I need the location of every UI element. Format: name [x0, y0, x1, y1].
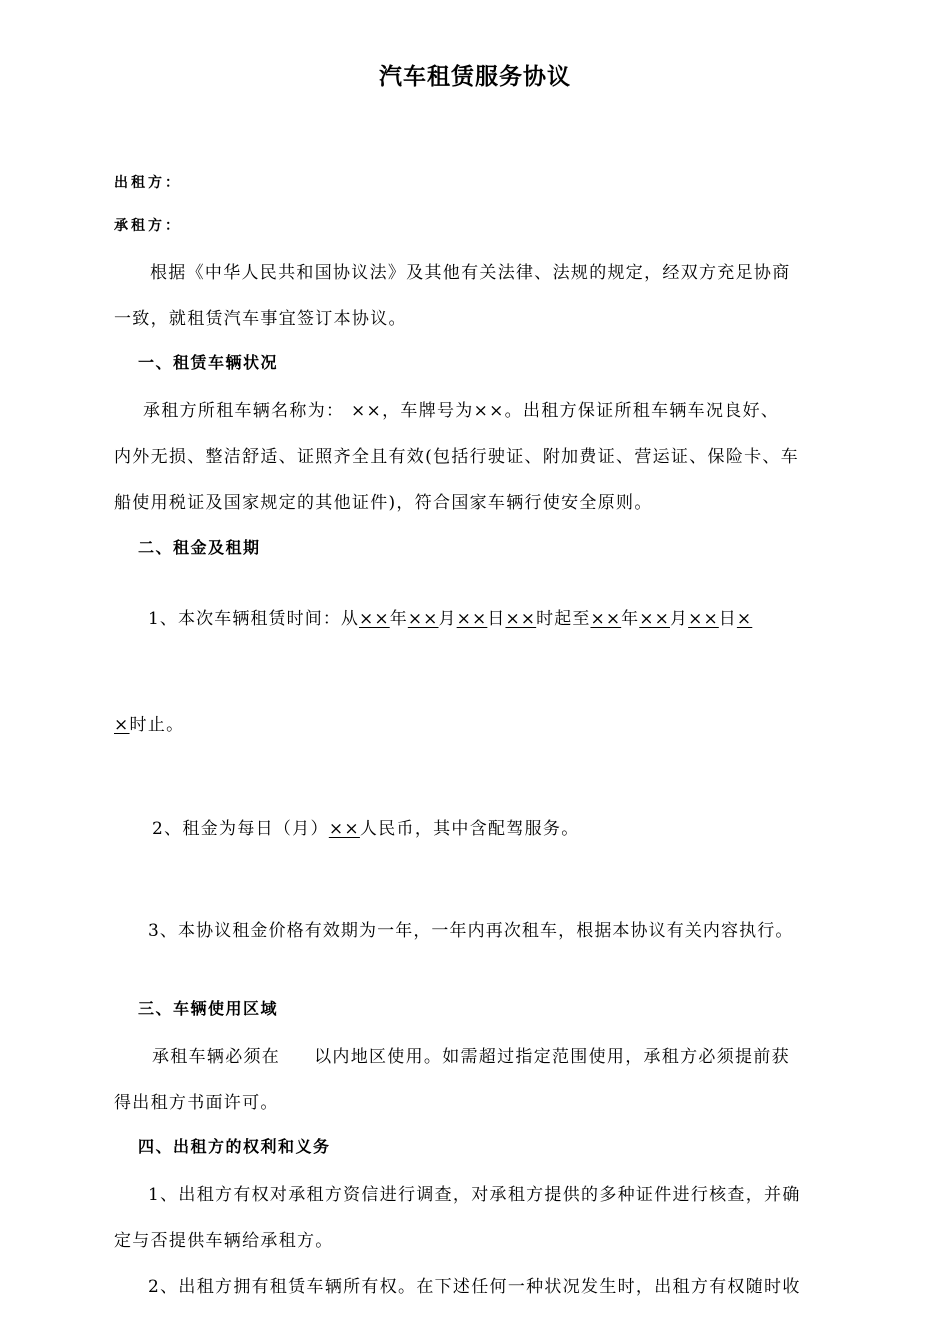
rent-amount-prefix: 2、租金为每日（月）: [152, 819, 329, 839]
section-1-line-2: 内外无损、整洁舒适、证照齐全且有效(包括行驶证、附加费证、营运证、保险卡、车: [114, 447, 800, 467]
start-year-unit: 年: [389, 609, 408, 629]
section-4-heading: 四、出租方的权利和义务: [138, 1137, 331, 1156]
usage-area-suffix: 以内地区使用。如需超过指定范围使用，承租方必须提前获: [314, 1047, 790, 1067]
start-day-value: ××: [456, 609, 488, 629]
start-day-unit: 日: [487, 609, 506, 629]
rental-period-prefix: 1、本次车辆租赁时间：从: [148, 609, 360, 629]
rental-period-line-1: [148, 604, 752, 629]
start-month-value: ××: [407, 609, 439, 629]
end-hour-unit: 时止。: [129, 715, 185, 735]
end-day-unit: 日: [718, 609, 737, 629]
end-month-value: ××: [639, 609, 670, 629]
start-hour-value: ××: [505, 609, 537, 629]
lessee-label: 承租方：: [114, 218, 182, 234]
rent-amount-line: [152, 814, 580, 839]
intro-paragraph-line-2: 一致，就租赁汽车事宜签订本协议。: [114, 309, 407, 329]
end-hour-value-part-2: ×: [114, 715, 130, 735]
section-2-heading: 二、租金及租期: [138, 538, 261, 557]
section-1-heading: 一、租赁车辆状况: [138, 353, 279, 372]
end-hour-value-part-1: ×: [736, 609, 753, 629]
document-title: 汽车租赁服务协议: [379, 64, 571, 90]
end-year-value: ××: [590, 609, 622, 629]
start-month-unit: 月: [438, 609, 457, 629]
section-1-line-3: 船使用税证及国家规定的其他证件)，符合国家车辆行使安全原则。: [114, 493, 653, 513]
section-3-line-2: 得出租方书面许可。: [114, 1093, 279, 1113]
price-validity-line: 3、本协议租金价格有效期为一年，一年内再次租车，根据本协议有关内容执行。: [148, 921, 794, 941]
section-4-item-1-line-1: 1、出租方有权对承租方资信进行调查，对承租方提供的多种证件进行核查，并确: [148, 1185, 801, 1205]
section-1-line-1: 承租方所租车辆名称为： ××，车牌号为××。出租方保证所租车辆车况良好、: [143, 401, 780, 421]
section-4-item-2-line-1: 2、出租方拥有租赁车辆所有权。在下述任何一种状况发生时，出租方有权随时收: [148, 1277, 801, 1297]
usage-area-prefix: 承租车辆必须在: [152, 1047, 281, 1067]
rent-amount-suffix: 人民币，其中含配驾服务。: [359, 819, 580, 839]
intro-paragraph-line-1: 根据《中华人民共和国协议法》及其他有关法律、法规的规定，经双方充足协商: [150, 263, 791, 283]
end-year-unit: 年: [621, 609, 640, 629]
end-month-unit: 月: [669, 609, 689, 629]
rental-period-line-2: [114, 710, 184, 735]
rent-amount-value: ××: [328, 819, 360, 839]
section-3-heading: 三、车辆使用区域: [138, 999, 279, 1018]
section-4-item-1-line-2: 定与否提供车辆给承租方。: [114, 1231, 334, 1251]
lessor-label: 出租方：: [114, 175, 182, 191]
start-hour-unit: 时起至: [536, 609, 591, 629]
section-3-line-1: [152, 1042, 790, 1067]
start-year-value: ××: [359, 609, 390, 629]
end-day-value: ××: [688, 609, 719, 629]
